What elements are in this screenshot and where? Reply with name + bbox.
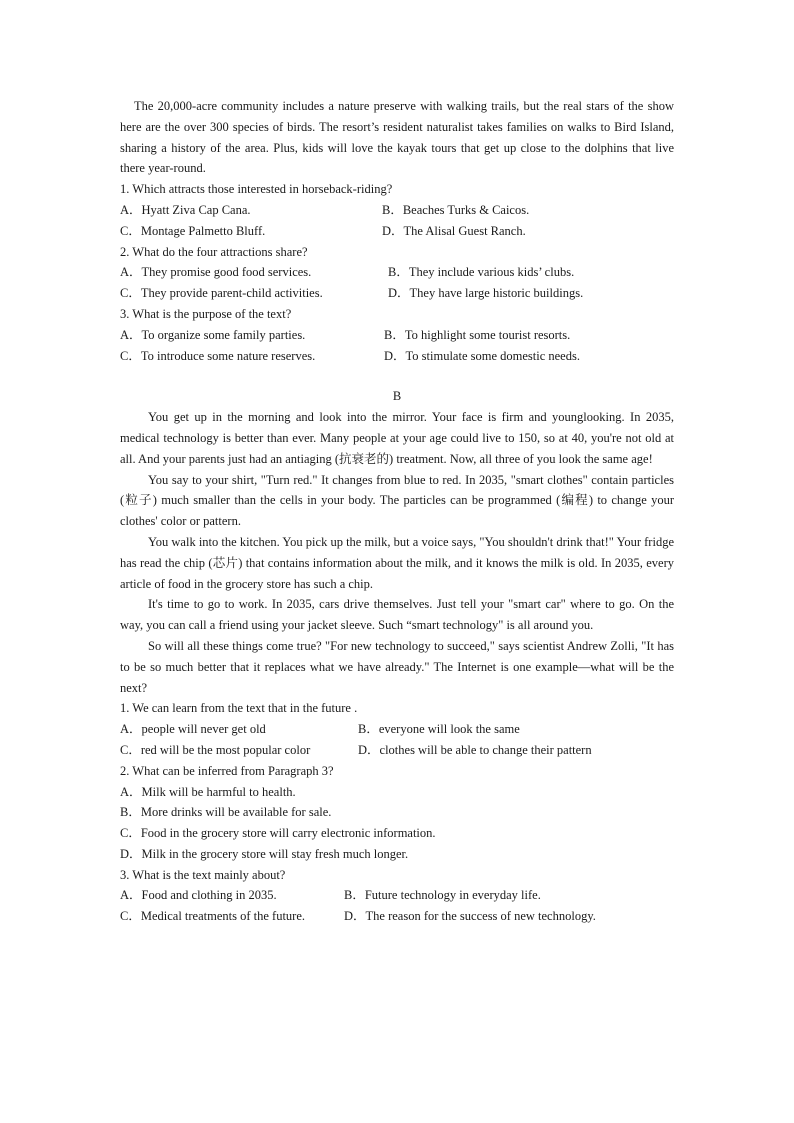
option-c[interactable]: C．They provide parent-child activities.	[120, 286, 323, 301]
option-b[interactable]: B．everyone will look the same	[358, 722, 520, 737]
option-c[interactable]: C．Medical treatments of the future.	[120, 909, 306, 924]
passage-b-heading: B	[392, 389, 402, 404]
option-c[interactable]: C．Food in the grocery store will carry electronic information.	[120, 826, 436, 841]
option-d[interactable]: D．They have large historic buildings.	[388, 286, 584, 301]
option-c[interactable]: C．red will be the most popular color	[120, 742, 311, 757]
option-c[interactable]: C．To introduce some nature reserves.	[120, 348, 316, 363]
document-page	[120, 96, 674, 927]
passage-b-paragraph-5: So will all these things come true? "For new technology to succeed," says scientist Andrew Zolli, "It has to be so much better that it replaces what we have already." The Internet is one example—what will be the next?	[120, 638, 674, 695]
option-a[interactable]: A．Milk will be harmful to health.	[120, 784, 296, 799]
passage-b-question-2: 2. What can be inferred from Paragraph 3?	[120, 763, 334, 778]
passage-a-question-1: 1. Which attracts those interested in horseback-riding?	[120, 182, 393, 197]
passage-a-q2-options-row-2	[120, 283, 674, 304]
option-b[interactable]: B．More drinks will be available for sale.	[120, 805, 332, 820]
passage-b-paragraph-2: You say to your shirt, "Turn red." It changes from blue to red. In 2035, "smart clothes" contain particles (粒子) much smaller than the cells in your body. The particles can be programmed (编程) to change your clothes' color or pattern.	[120, 472, 674, 529]
option-a[interactable]: A．They promise good food services.	[120, 265, 312, 280]
passage-b-question-3: 3. What is the text mainly about?	[120, 867, 286, 882]
passage-b-q1-options-row-1	[120, 719, 674, 740]
option-b[interactable]: B．Beaches Turks & Caicos.	[382, 202, 530, 217]
option-d[interactable]: D．The reason for the success of new technology.	[344, 909, 596, 924]
passage-a-q3-options-row-1	[120, 325, 674, 346]
option-a[interactable]: A．Hyatt Ziva Cap Cana.	[120, 202, 251, 217]
option-d[interactable]: D．The Alisal Guest Ranch.	[382, 223, 526, 238]
option-b[interactable]: B．They include various kids’ clubs.	[388, 265, 575, 280]
passage-b-q3-options-row-1	[120, 885, 674, 906]
option-a[interactable]: A．To organize some family parties.	[120, 327, 306, 342]
passage-a-question-2: 2. What do the four attractions share?	[120, 244, 308, 259]
option-a[interactable]: A．people will never get old	[120, 722, 266, 737]
passage-b-question-1: 1. We can learn from the text that in the future .	[120, 701, 358, 716]
option-d[interactable]: D．To stimulate some domestic needs.	[384, 348, 580, 363]
option-d[interactable]: D．clothes will be able to change their pattern	[358, 742, 592, 757]
passage-a-q1-options-row-1	[120, 200, 674, 221]
passage-a-q2-options-row-1	[120, 262, 674, 283]
passage-b-q1-options-row-2	[120, 740, 674, 761]
passage-b-paragraph-3: You walk into the kitchen. You pick up the milk, but a voice says, "You shouldn't drink that!" Your fridge has read the chip (芯片) that contains information about the milk, and it knows the milk is old. In 2035, every article of food in the grocery store has such a chip.	[120, 534, 674, 591]
passage-b-paragraph-1: You get up in the morning and look into the mirror. Your face is firm and younglooking. In 2035, medical technology is better than ever. Many people at your age could live to 150, so at 40, you're not old at all. And your parents just had an antiaging (抗衰老的) treatment. Now, all three of you look the same age!	[120, 410, 674, 466]
option-d[interactable]: D．Milk in the grocery store will stay fresh much longer.	[120, 846, 409, 861]
option-b[interactable]: B．To highlight some tourist resorts.	[384, 327, 571, 342]
passage-a-q3-options-row-2	[120, 346, 674, 367]
passage-a-paragraph: The 20,000-acre community includes a nature preserve with walking trails, but the real stars of the show here are the over 300 species of birds. The resort’s resident naturalist takes families on walks to Bird Island, sharing a history of the area. Plus, kids will love the kayak tours that get up close to the dolphins that live there year-round.	[120, 99, 674, 176]
option-a[interactable]: A．Food and clothing in 2035.	[120, 888, 277, 903]
passage-a-question-3: 3. What is the purpose of the text?	[120, 306, 292, 321]
passage-a-q1-options-row-2	[120, 221, 674, 242]
passage-b-paragraph-4: It's time to go to work. In 2035, cars drive themselves. Just tell your "smart car" where to go. On the way, you can call a friend using your jacket sleeve. Such “smart technology" is all around you.	[120, 597, 674, 633]
passage-b-q3-options-row-2	[120, 906, 674, 927]
option-b[interactable]: B．Future technology in everyday life.	[344, 888, 541, 903]
option-c[interactable]: C．Montage Palmetto Bluff.	[120, 223, 266, 238]
